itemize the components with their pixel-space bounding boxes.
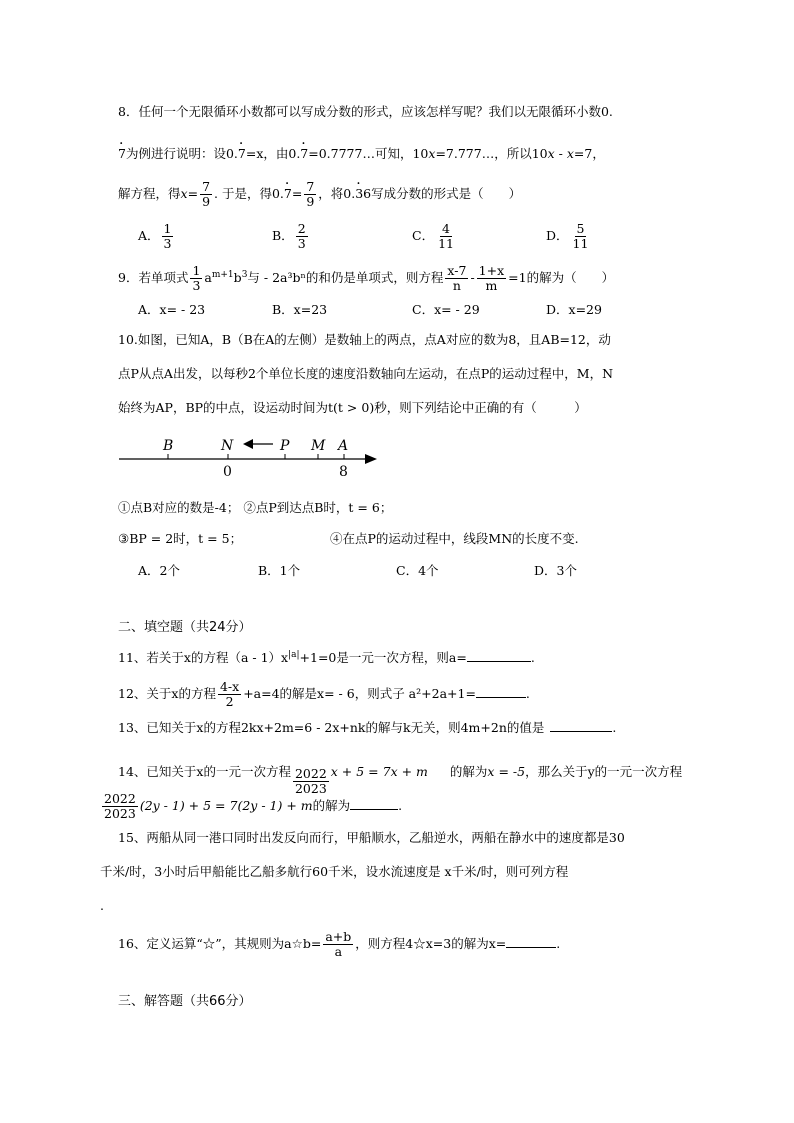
q9-var: b — [233, 270, 242, 285]
label-n: N — [221, 438, 234, 454]
q9-stem — [118, 264, 614, 293]
q12-text: 12、关于x的方程 — [118, 686, 216, 701]
frac-den: m — [485, 278, 498, 293]
q14-text: 的解为 — [312, 798, 351, 813]
q8-repeat-digit: · 7= — [284, 186, 302, 202]
tick-label-0: 0 — [223, 464, 232, 480]
q16-text: . — [556, 936, 561, 951]
q14-line2 — [100, 792, 402, 821]
frac-den: 3 — [192, 278, 201, 293]
q9-text: 9．若单项式 — [118, 270, 189, 285]
q12-text: . — [525, 686, 530, 701]
frac-den: 11 — [438, 236, 454, 251]
q8-text: 写成分数的形式是（ ） — [371, 186, 522, 201]
q9-text: =1的解为（ ） — [508, 270, 615, 285]
q8-text: ，将0. — [318, 186, 356, 201]
q9-text: - — [470, 270, 475, 285]
q13 — [118, 719, 616, 736]
label-a: A — [338, 438, 349, 454]
frac-num: 1 — [163, 221, 172, 236]
q8-text: 为例进行说明：设0. — [125, 146, 238, 161]
frac-num: 4 — [442, 221, 450, 236]
option-label: C． — [412, 228, 435, 243]
q9-var: a — [204, 270, 212, 285]
q10-line2: 点P从点A出发，以每秒2个单位长度的速度沿数轴向左运动，在点P的运动过程中，M，N — [118, 366, 614, 381]
label-m: M — [311, 438, 326, 454]
q16-answer-blank[interactable] — [506, 935, 556, 948]
option-label: B． — [272, 228, 294, 243]
q14-fraction — [102, 792, 138, 821]
frac-den: n — [452, 278, 461, 293]
q16-text: 16、定义运算“☆”，其规则为a☆b= — [118, 936, 322, 951]
q8-line1: 8．任何一个无限循环小数都可以写成分数的形式，应该怎样写呢？我们以无限循环小数0. — [118, 104, 613, 119]
q13-answer-blank[interactable] — [550, 719, 612, 732]
q14-equation: x + 5 = 7x + m — [330, 764, 428, 779]
q10-stmt-3: ③BP = 2时，t = 5； — [118, 531, 243, 546]
q8-var: x — [566, 146, 574, 161]
frac-den: 2023 — [104, 806, 136, 821]
frac-num: 5 — [576, 221, 585, 236]
q15-line2: 千米/时，3小时后甲船能比乙船多航行60千米，设水流速度是 x千米/时，则可列方程 — [100, 864, 569, 879]
label-b: B — [163, 438, 174, 454]
q8-line3 — [118, 180, 521, 209]
option-fraction — [162, 222, 174, 251]
frac-den: a — [334, 944, 343, 959]
q9-fraction — [477, 264, 506, 293]
q16 — [118, 930, 560, 959]
q8-var: x — [428, 146, 436, 161]
q11-answer-blank[interactable] — [467, 649, 531, 662]
option-label: D． — [546, 228, 569, 243]
q12-text: +a=4的解是x= - 6，则式子 a²+2a+1= — [243, 686, 476, 701]
number-line-figure — [115, 432, 385, 480]
q14-text: 的解为 — [449, 764, 488, 779]
frac-den: 9 — [202, 194, 211, 209]
q9-exponent: m+1 — [211, 269, 234, 280]
q11-text: +1=0是一元一次方程，则a= — [299, 650, 467, 666]
q8-var: x — [180, 186, 188, 201]
q8-fraction — [200, 180, 212, 209]
q8-var: x — [547, 146, 555, 161]
frac-num: 1+x — [478, 263, 505, 278]
frac-num: 2022 — [104, 791, 136, 806]
q14-solution: x = -5 — [487, 764, 526, 779]
left-arrow-icon — [243, 439, 253, 449]
q8-fraction — [304, 180, 316, 209]
axis-arrow-icon — [365, 454, 377, 464]
q8-text: =7， — [573, 146, 605, 161]
q14-text: . — [398, 798, 403, 813]
frac-num: x-7 — [447, 263, 467, 278]
q13-text: 13、已知关于x的方程2kx+2m=6 - 2x+nk的解与k无关，则4m+2n的值是 — [118, 720, 545, 735]
q10-option-a: A．2个 — [138, 563, 180, 578]
q14-text: 14、已知关于x的一元一次方程 — [118, 764, 291, 779]
frac-num: a+b — [325, 929, 352, 944]
option-label: A． — [138, 228, 160, 243]
q11-text: 11、若关于x的方程（a - 1）x — [118, 650, 289, 666]
q11-text: . — [530, 650, 535, 666]
option-fraction — [436, 222, 456, 251]
q11-exponent: |a| — [288, 650, 300, 660]
q12-answer-blank[interactable] — [476, 685, 526, 698]
q12 — [118, 680, 530, 709]
q10-line3: 始终为AP，BP的中点，设运动时间为t(t > 0)秒，则下列结论中正确的有（ ） — [118, 400, 587, 415]
frac-num: 7 — [306, 179, 315, 194]
q14-text: ，那么关于y的一元一次方程 — [525, 764, 683, 779]
q13-text: . — [612, 720, 617, 735]
q9-option-c: C．x= - 29 — [412, 302, 480, 317]
q8-option-c — [412, 222, 458, 251]
section-solve-title: 三、解答题（共66分） — [118, 994, 252, 1009]
frac-den: 11 — [572, 236, 589, 251]
q9-option-b: B．x=23 — [272, 302, 328, 317]
q10-option-c: C．4个 — [396, 563, 439, 578]
frac-num: 4-x — [219, 679, 240, 694]
q8-text: - — [554, 146, 567, 161]
frac-num: 2 — [297, 221, 306, 236]
q10-option-b: B．1个 — [258, 563, 301, 578]
q8-repeat-digit: · 36 — [355, 186, 371, 202]
q10-stmt-4: ④在点P的运动过程中，线段MN的长度不变. — [330, 531, 579, 546]
q8-text: . 于是，得0. — [214, 186, 284, 201]
q16-text: ，则方程4☆x=3的解为x= — [355, 936, 507, 951]
q9-text: 与 - 2a³bⁿ的和仍是单项式，则方程 — [247, 270, 444, 285]
q8-option-a — [138, 222, 175, 251]
q10-stmt-1-2: ①点B对应的数是-4； ②点P到达点B时，t = 6； — [118, 500, 393, 515]
frac-den: 9 — [306, 194, 315, 209]
frac-den: 3 — [163, 236, 172, 251]
frac-den: 2023 — [294, 781, 327, 796]
q11 — [118, 647, 535, 666]
q9-coef-fraction — [190, 264, 202, 293]
q8-repeat-digit: · 7 — [118, 146, 126, 162]
q8-option-b — [272, 222, 310, 251]
q16-fraction — [323, 930, 353, 959]
frac-num: 1 — [192, 263, 201, 278]
frac-num: 2022 — [294, 766, 327, 781]
tick-label-8: 8 — [339, 464, 348, 480]
frac-num: 7 — [202, 179, 211, 194]
q8-line2 — [118, 146, 605, 162]
q10-line1: 10.如图，已知A，B（B在A的左侧）是数轴上的两点，点A对应的数为8，且AB=12，动 — [118, 332, 611, 347]
q8-repeat-digit: · 7=0.7777…可知，10 — [300, 146, 428, 162]
section-fill-blank-title: 二、填空题（共24分） — [118, 620, 252, 635]
q8-option-d — [546, 222, 592, 251]
q14-equation: (2y - 1) + 5 = 7(2y - 1) + m — [139, 798, 313, 813]
q14-answer-blank[interactable] — [350, 797, 398, 810]
q10-option-d: D．3个 — [534, 563, 577, 578]
q8-text: = — [187, 186, 199, 201]
q8-repeat-digit: · 7=x，由0. — [238, 146, 300, 162]
frac-den: 2 — [225, 694, 234, 709]
option-fraction — [571, 222, 591, 251]
q15-line3: . — [100, 898, 104, 913]
q8-text: 解方程，得 — [118, 186, 181, 201]
option-fraction — [296, 222, 308, 251]
q12-fraction — [218, 680, 241, 709]
q9-option-d: D．x=29 — [546, 302, 602, 317]
q15-line1: 15、两船从同一港口同时出发反向而行，甲船顺水，乙船逆水，两船在静水中的速度都是30 — [118, 830, 625, 845]
frac-den: 3 — [297, 236, 306, 251]
q9-exponent: 3 — [241, 269, 248, 280]
q8-text: =7.777…，所以10 — [435, 146, 548, 161]
q9-fraction — [445, 264, 468, 293]
q9-option-a: A．x= - 23 — [138, 302, 206, 317]
label-p: P — [280, 438, 290, 454]
